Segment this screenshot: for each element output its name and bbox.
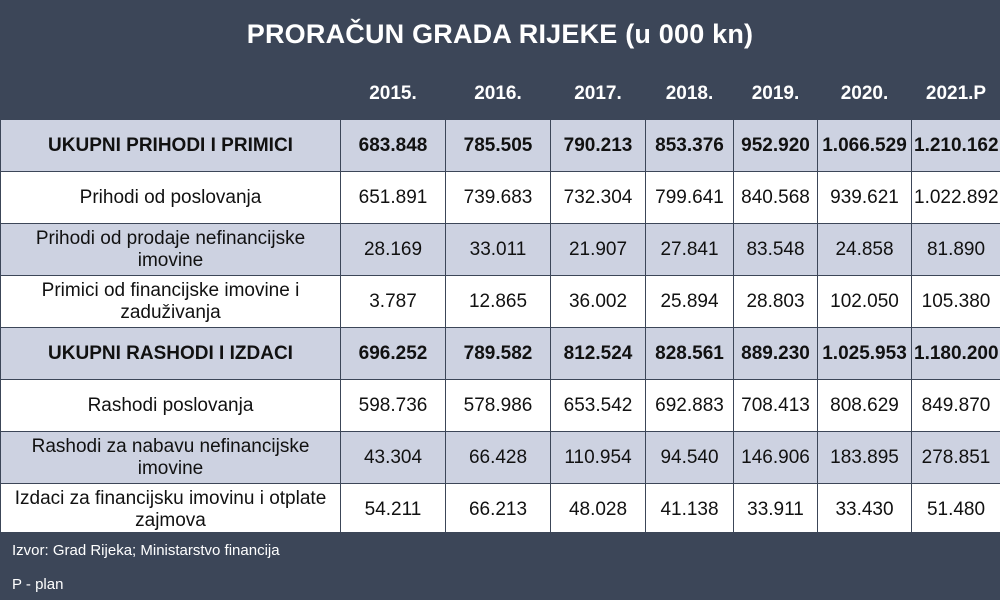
table-cell: 36.002: [551, 276, 646, 328]
table-cell: 66.428: [446, 432, 551, 484]
table-cell: 785.505: [446, 120, 551, 172]
header-year-2019: 2019.: [734, 69, 818, 120]
table-cell: 81.890: [912, 224, 1000, 276]
table-cell: 1.180.200: [912, 328, 1000, 380]
row-label: UKUPNI PRIHODI I PRIMICI: [1, 120, 341, 172]
table-cell: 146.906: [734, 432, 818, 484]
table-row-loan-repayments: [1, 484, 1000, 536]
table-cell: 105.380: [912, 276, 1000, 328]
table-cell: 578.986: [446, 380, 551, 432]
header-label-corner: [1, 69, 341, 120]
table-cell: 33.011: [446, 224, 551, 276]
budget-table: [0, 68, 1000, 536]
table-cell: 790.213: [551, 120, 646, 172]
table-cell: 1.066.529: [818, 120, 912, 172]
table-cell: 1.022.892: [912, 172, 1000, 224]
table-cell: 952.920: [734, 120, 818, 172]
table-cell: 33.430: [818, 484, 912, 536]
table-cell: 278.851: [912, 432, 1000, 484]
table-cell: 33.911: [734, 484, 818, 536]
table-cell: 840.568: [734, 172, 818, 224]
table-row-operating-expenses: [1, 380, 1000, 432]
row-label: Izdaci za financijsku imovinu i otplate zajmova: [1, 484, 341, 536]
plan-footnote: P - plan: [12, 576, 64, 593]
table-cell: 651.891: [341, 172, 446, 224]
table-cell: 789.582: [446, 328, 551, 380]
header-year-2018: 2018.: [646, 69, 734, 120]
table-cell: 24.858: [818, 224, 912, 276]
table-row-total-revenue: [1, 120, 1000, 172]
table-row-asset-sales-revenue: [1, 224, 1000, 276]
table-cell: 739.683: [446, 172, 551, 224]
table-cell: 598.736: [341, 380, 446, 432]
table-cell: 43.304: [341, 432, 446, 484]
table-cell: 853.376: [646, 120, 734, 172]
table-cell: 94.540: [646, 432, 734, 484]
table-cell: 3.787: [341, 276, 446, 328]
table-title: PRORAČUN GRADA RIJEKE (u 000 kn): [0, 0, 1000, 69]
table-cell: 828.561: [646, 328, 734, 380]
table-cell: 25.894: [646, 276, 734, 328]
source-note: Izvor: Grad Rijeka; Ministarstvo financija: [12, 542, 280, 559]
table-cell: 708.413: [734, 380, 818, 432]
table-cell: 183.895: [818, 432, 912, 484]
table-cell: 54.211: [341, 484, 446, 536]
table-cell: 812.524: [551, 328, 646, 380]
table-cell: 889.230: [734, 328, 818, 380]
table-cell: 28.169: [341, 224, 446, 276]
table-cell: 51.480: [912, 484, 1000, 536]
table-cell: 28.803: [734, 276, 818, 328]
row-label: Prihodi od prodaje nefinancijske imovine: [1, 224, 341, 276]
table-cell: 653.542: [551, 380, 646, 432]
table-cell: 939.621: [818, 172, 912, 224]
row-label: Rashodi za nabavu nefinancijske imovine: [1, 432, 341, 484]
header-year-2015: 2015.: [341, 69, 446, 120]
table-cell: 110.954: [551, 432, 646, 484]
table-cell: 27.841: [646, 224, 734, 276]
table-cell: 732.304: [551, 172, 646, 224]
row-label: Prihodi od poslovanja: [1, 172, 341, 224]
table-cell: 849.870: [912, 380, 1000, 432]
table-cell: 683.848: [341, 120, 446, 172]
table-cell: 692.883: [646, 380, 734, 432]
footer: [0, 532, 1000, 600]
table-cell: 66.213: [446, 484, 551, 536]
table-row-asset-acquisition: [1, 432, 1000, 484]
header-year-2021p: 2021.P: [912, 69, 1000, 120]
row-label: Rashodi poslovanja: [1, 380, 341, 432]
table-cell: 102.050: [818, 276, 912, 328]
table-cell: 1.025.953: [818, 328, 912, 380]
table-cell: 83.548: [734, 224, 818, 276]
row-label: UKUPNI RASHODI I IZDACI: [1, 328, 341, 380]
header-year-2017: 2017.: [551, 69, 646, 120]
header-row: [1, 69, 1000, 120]
table-cell: 1.210.162: [912, 120, 1000, 172]
table-cell: 799.641: [646, 172, 734, 224]
table-cell: 808.629: [818, 380, 912, 432]
table-cell: 48.028: [551, 484, 646, 536]
header-year-2016: 2016.: [446, 69, 551, 120]
table-cell: 21.907: [551, 224, 646, 276]
table-row-total-expenditure: [1, 328, 1000, 380]
table-row-operating-revenue: [1, 172, 1000, 224]
table-cell: 12.865: [446, 276, 551, 328]
table-row-financial-receipts: [1, 276, 1000, 328]
header-year-2020: 2020.: [818, 69, 912, 120]
row-label: Primici od financijske imovine i zaduživanja: [1, 276, 341, 328]
table-cell: 696.252: [341, 328, 446, 380]
table-cell: 41.138: [646, 484, 734, 536]
